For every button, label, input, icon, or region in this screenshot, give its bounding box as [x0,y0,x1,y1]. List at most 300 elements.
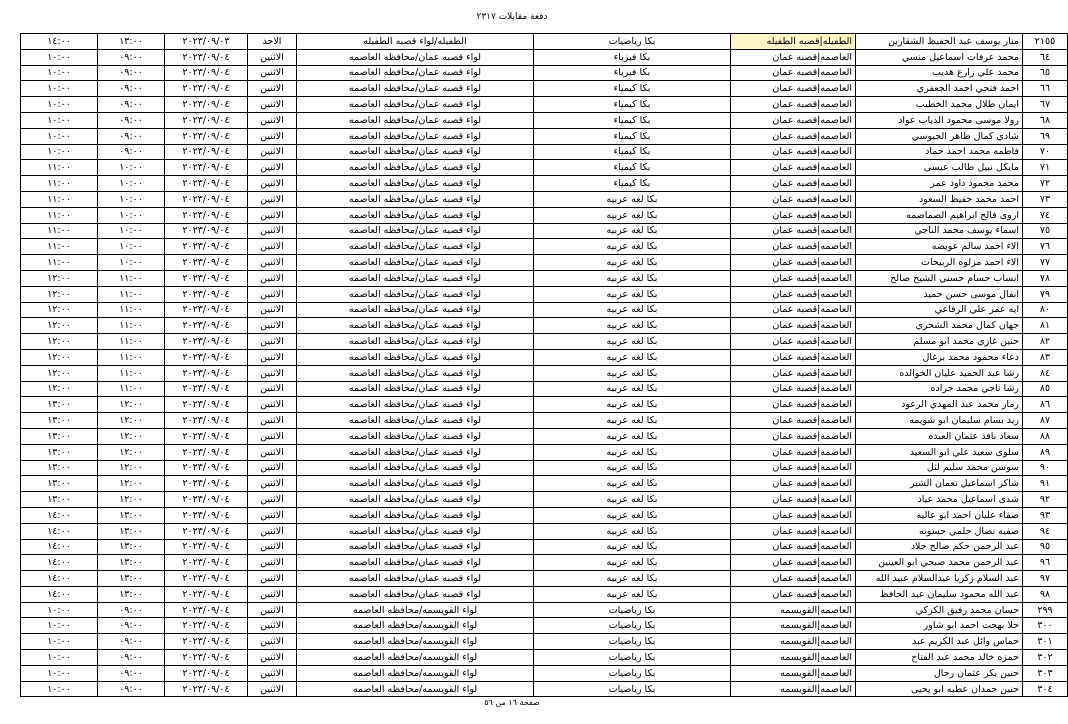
end-time: ١٤:٠٠ [21,539,98,555]
interview-location: لواء قصبه عمان/محافظه العاصمه [297,286,534,302]
interview-date: ٢٠٢٣/٠٩/٠٤ [165,365,248,381]
specialization: بكا رياضيات [534,602,731,618]
start-time: ٠٩:٠٠ [98,81,165,97]
interview-date: ٢٠٢٣/٠٩/٠٤ [165,286,248,302]
specialization: بكا كيمياء [534,81,731,97]
end-time: ١١:٠٠ [21,239,98,255]
specialization: بكا لغه عربيه [534,413,731,429]
start-time: ٠٩:٠٠ [98,665,165,681]
start-time: ١١:٠٠ [98,365,165,381]
specialization: بكا لغه عربيه [534,444,731,460]
start-time: ١١:٠٠ [98,334,165,350]
interview-location: لواء قصبه عمان/محافظه العاصمه [297,492,534,508]
end-time: ١١:٠٠ [21,191,98,207]
start-time: ٠٩:٠٠ [98,112,165,128]
interview-location: لواء قصبه عمان/محافظه العاصمه [297,428,534,444]
interview-day: الاثنين [248,191,297,207]
table-row [21,618,1068,634]
interview-location: لواء قصبه عمان/محافظه العاصمه [297,476,534,492]
table-row [21,523,1068,539]
start-time: ١١:٠٠ [98,286,165,302]
interview-day: الاثنين [248,207,297,223]
row-number: ٧٠ [1023,144,1068,160]
interview-location: لواء قصبه عمان/محافظه العاصمه [297,97,534,113]
table-row [21,586,1068,602]
candidate-name: شذى اسماعيل محمد عياد [856,492,1023,508]
specialization: بكا لغه عربيه [534,586,731,602]
interview-day: الاثنين [248,97,297,113]
row-number: ٧٦ [1023,239,1068,255]
end-time: ١٠:٠٠ [21,650,98,666]
end-time: ١٣:٠٠ [21,413,98,429]
candidate-name: انساب حسام حسني الشيخ صالح [856,270,1023,286]
candidate-name: الاء احمد سالم عويضه [856,239,1023,255]
end-time: ١٢:٠٠ [21,318,98,334]
table-row [21,160,1068,176]
specialization: بكا رياضيات [534,681,731,697]
table-row [21,255,1068,271]
candidate-name: احمد فتحي احمد الجعفري [856,81,1023,97]
interview-location: لواء قصبه عمان/محافظه العاصمه [297,65,534,81]
candidate-name: حمزه خالد محمد عبد الفتاح [856,650,1023,666]
interview-day: الاثنين [248,270,297,286]
specialization: بكا رياضيات [534,650,731,666]
row-number: ٩٢ [1023,492,1068,508]
start-time: ١٠:٠٠ [98,176,165,192]
specialization: بكا لغه عربيه [534,302,731,318]
specialization: بكا لغه عربيه [534,270,731,286]
row-number: ٧٣ [1023,191,1068,207]
row-number: ٣٠١ [1023,634,1068,650]
table-row [21,112,1068,128]
directorate: العاصمه|قصبه عمان [731,286,856,302]
interview-date: ٢٠٢٣/٠٩/٠٤ [165,239,248,255]
candidate-name: عبد السلام زكريا عبدالسلام عبيد الله [856,571,1023,587]
directorate: العاصمه|قصبه عمان [731,397,856,413]
interview-date: ٢٠٢٣/٠٩/٠٤ [165,476,248,492]
directorate: العاصمه|قصبه عمان [731,555,856,571]
interview-location: لواء القويسمه/محافظه العاصمه [297,634,534,650]
interview-day: الاثنين [248,65,297,81]
candidate-name: محمد عرفات اسماعيل منسي [856,49,1023,65]
interview-day: الاثنين [248,176,297,192]
end-time: ١٣:٠٠ [21,397,98,413]
candidate-name: عبد الله محمود سليمان عبد الحافظ [856,586,1023,602]
row-number: ٦٦ [1023,81,1068,97]
directorate: العاصمه|قصبه عمان [731,349,856,365]
candidate-name: اروى فالح ابراهيم الصماصمه [856,207,1023,223]
interview-date: ٢٠٢٣/٠٩/٠٤ [165,160,248,176]
candidate-name: منار يوسف عبد الحفيظ الشقارين [856,34,1023,50]
start-time: ٠٩:٠٠ [98,634,165,650]
row-number: ٨٧ [1023,413,1068,429]
specialization: بكا لغه عربيه [534,318,731,334]
table-row [21,634,1068,650]
row-number: ٧٢ [1023,176,1068,192]
directorate: العاصمه|قصبه عمان [731,523,856,539]
interview-location: لواء القويسمه/محافظه العاصمه [297,665,534,681]
table-row [21,492,1068,508]
interview-location: لواء قصبه عمان/محافظه العاصمه [297,444,534,460]
directorate: العاصمه|قصبه عمان [731,413,856,429]
row-number: ٩٥ [1023,539,1068,555]
end-time: ١٢:٠٠ [21,381,98,397]
table-row [21,191,1068,207]
candidate-name: رماز محمد عبد المهدي الرعود [856,397,1023,413]
interview-day: الاثنين [248,444,297,460]
interview-date: ٢٠٢٣/٠٩/٠٤ [165,191,248,207]
interview-day: الاثنين [248,650,297,666]
directorate: العاصمه|قصبه عمان [731,207,856,223]
candidate-name: سوسن محمد سليم لثل [856,460,1023,476]
directorate: العاصمه|قصبه عمان [731,97,856,113]
interview-date: ٢٠٢٣/٠٩/٠٤ [165,618,248,634]
row-number: ٨٥ [1023,381,1068,397]
start-time: ١٢:٠٠ [98,444,165,460]
interview-day: الاثنين [248,255,297,271]
candidate-name: حنين بكر عثمان رحال [856,665,1023,681]
interview-date: ٢٠٢٣/٠٩/٠٤ [165,681,248,697]
interview-day: الاثنين [248,349,297,365]
start-time: ١٠:٠٠ [98,255,165,271]
directorate: العاصمه|قصبه عمان [731,160,856,176]
interview-date: ٢٠٢٣/٠٩/٠٤ [165,539,248,555]
directorate: العاصمه|قصبه عمان [731,571,856,587]
candidate-name: جهان كمال محمد الشحري [856,318,1023,334]
interview-location: لواء قصبه عمان/محافظه العاصمه [297,523,534,539]
start-time: ١٠:٠٠ [98,191,165,207]
directorate: العاصمه|قصبه عمان [731,255,856,271]
end-time: ١٠:٠٠ [21,81,98,97]
end-time: ١٣:٠٠ [21,444,98,460]
table-row [21,444,1068,460]
end-time: ١٣:٠٠ [21,460,98,476]
interview-day: الاثنين [248,286,297,302]
interview-date: ٢٠٢٣/٠٩/٠٤ [165,334,248,350]
candidate-name: حلا بهجت احمد ابو شاور [856,618,1023,634]
specialization: بكا لغه عربيه [534,365,731,381]
table-row [21,207,1068,223]
candidate-name: فاطمه محمد احمد حماد [856,144,1023,160]
directorate: العاصمه|قصبه عمان [731,365,856,381]
candidate-name: حماس وائل عبد الكريم عبد [856,634,1023,650]
specialization: بكا لغه عربيه [534,191,731,207]
row-number: ٩٠ [1023,460,1068,476]
interview-date: ٢٠٢٣/٠٩/٠٣ [165,34,248,50]
candidate-name: دعاء محمود محمد برغال [856,349,1023,365]
directorate: العاصمه|قصبه عمان [731,460,856,476]
table-row [21,397,1068,413]
directorate: العاصمه|القويسمه [731,650,856,666]
interview-day: الاثنين [248,539,297,555]
directorate: العاصمه|قصبه عمان [731,586,856,602]
candidate-name: اسماء يوسف محمد الناجي [856,223,1023,239]
specialization: بكا فيزياء [534,65,731,81]
row-number: ٧٩ [1023,286,1068,302]
interview-date: ٢٠٢٣/٠٩/٠٤ [165,413,248,429]
start-time: ٠٩:٠٠ [98,49,165,65]
interview-day: الاثنين [248,128,297,144]
end-time: ١٢:٠٠ [21,270,98,286]
directorate: العاصمه|قصبه عمان [731,492,856,508]
interview-date: ٢٠٢٣/٠٩/٠٤ [165,397,248,413]
row-number: ٩٤ [1023,523,1068,539]
interview-day: الاثنين [248,223,297,239]
interview-location: لواء قصبه عمان/محافظه العاصمه [297,176,534,192]
start-time: ١٢:٠٠ [98,476,165,492]
interview-date: ٢٠٢٣/٠٩/٠٤ [165,112,248,128]
end-time: ١٠:٠٠ [21,634,98,650]
candidate-name: احمد محمد حفيظ السعود [856,191,1023,207]
interview-day: الاثنين [248,49,297,65]
table-row [21,302,1068,318]
candidate-name: رشا عبد الحميد عليان الخوالده [856,365,1023,381]
directorate: العاصمه|القويسمه [731,618,856,634]
interview-day: الاثنين [248,507,297,523]
interview-date: ٢٠٢٣/٠٩/٠٤ [165,81,248,97]
end-time: ١٢:٠٠ [21,349,98,365]
directorate: العاصمه|قصبه عمان [731,191,856,207]
candidate-name: صفاء عليان احمد ابو عاليه [856,507,1023,523]
row-number: ٨٨ [1023,428,1068,444]
interview-location: لواء قصبه عمان/محافظه العاصمه [297,223,534,239]
start-time: ١٠:٠٠ [98,223,165,239]
end-time: ١٤:٠٠ [21,586,98,602]
interview-date: ٢٠٢٣/٠٩/٠٤ [165,49,248,65]
directorate: العاصمه|قصبه عمان [731,128,856,144]
start-time: ١٣:٠٠ [98,523,165,539]
interview-day: الاثنين [248,634,297,650]
table-row [21,349,1068,365]
specialization: بكا رياضيات [534,618,731,634]
table-row [21,507,1068,523]
directorate: العاصمه|قصبه عمان [731,144,856,160]
interview-day: الاثنين [248,334,297,350]
interview-day: الاثنين [248,81,297,97]
specialization: بكا كيمياء [534,160,731,176]
row-number: ٩٧ [1023,571,1068,587]
interview-day: الاثنين [248,492,297,508]
specialization: بكا لغه عربيه [534,286,731,302]
interview-schedule-table [20,33,1068,697]
interview-location: لواء القويسمه/محافظه العاصمه [297,650,534,666]
specialization: بكا لغه عربيه [534,334,731,350]
interview-date: ٢٠٢٣/٠٩/٠٤ [165,318,248,334]
start-time: ١٢:٠٠ [98,397,165,413]
interview-date: ٢٠٢٣/٠٩/٠٤ [165,665,248,681]
row-number: ٧١ [1023,160,1068,176]
table-row [21,555,1068,571]
table-row [21,81,1068,97]
start-time: ٠٩:٠٠ [98,97,165,113]
directorate: العاصمه|قصبه عمان [731,444,856,460]
candidate-name: سلوى سعيد علي ابو السعيد [856,444,1023,460]
row-number: ٦٨ [1023,112,1068,128]
table-row [21,365,1068,381]
directorate: العاصمه|قصبه عمان [731,428,856,444]
candidate-name: زيد بسام سليمان ابو شويمه [856,413,1023,429]
interview-day: الاثنين [248,476,297,492]
row-number: ٣٠٠ [1023,618,1068,634]
candidate-name: عبد الرحمن حكم صالح جلاد [856,539,1023,555]
candidate-name: حسان محمد رفيق الكركي [856,602,1023,618]
start-time: ١٣:٠٠ [98,571,165,587]
table-row [21,334,1068,350]
end-time: ١٠:٠٠ [21,144,98,160]
specialization: بكا كيمياء [534,112,731,128]
interview-day: الاثنين [248,460,297,476]
table-row [21,681,1068,697]
specialization: بكا كيمياء [534,176,731,192]
row-number: ٧٤ [1023,207,1068,223]
specialization: بكا لغه عربيه [534,523,731,539]
row-number: ٣٠٢ [1023,650,1068,666]
directorate: العاصمه|قصبه عمان [731,302,856,318]
interview-location: لواء قصبه عمان/محافظه العاصمه [297,49,534,65]
start-time: ٠٩:٠٠ [98,65,165,81]
schedule-rows [21,34,1068,697]
start-time: ٠٩:٠٠ [98,650,165,666]
table-row [21,650,1068,666]
specialization: بكا لغه عربيه [534,507,731,523]
table-row [21,128,1068,144]
row-number: ٨٤ [1023,365,1068,381]
interview-date: ٢٠٢٣/٠٩/٠٤ [165,571,248,587]
interview-date: ٢٠٢٣/٠٩/٠٤ [165,270,248,286]
candidate-name: مايكل نبيل طالب عيسى [856,160,1023,176]
interview-date: ٢٠٢٣/٠٩/٠٤ [165,381,248,397]
interview-date: ٢٠٢٣/٠٩/٠٤ [165,634,248,650]
directorate: العاصمه|قصبه عمان [731,381,856,397]
directorate: العاصمه|القويسمه [731,602,856,618]
candidate-name: شاكر اسماعيل نعمان الشبر [856,476,1023,492]
row-number: ٩٨ [1023,586,1068,602]
start-time: ٠٩:٠٠ [98,618,165,634]
interview-location: لواء قصبه عمان/محافظه العاصمه [297,128,534,144]
table-row [21,176,1068,192]
directorate: العاصمه|قصبه عمان [731,49,856,65]
start-time: ١٣:٠٠ [98,34,165,50]
end-time: ١٠:٠٠ [21,681,98,697]
end-time: ١٠:٠٠ [21,112,98,128]
specialization: بكا كيمياء [534,97,731,113]
specialization: بكا لغه عربيه [534,476,731,492]
table-row [21,270,1068,286]
interview-date: ٢٠٢٣/٠٩/٠٤ [165,65,248,81]
interview-day: الاثنين [248,381,297,397]
row-number: ٨٠ [1023,302,1068,318]
specialization: بكا فيزياء [534,49,731,65]
end-time: ١٠:٠٠ [21,602,98,618]
end-time: ١٤:٠٠ [21,507,98,523]
interview-location: لواء قصبه عمان/محافظه العاصمه [297,539,534,555]
end-time: ١١:٠٠ [21,207,98,223]
interview-day: الاثنين [248,239,297,255]
start-time: ١٠:٠٠ [98,160,165,176]
row-number: ٨٣ [1023,349,1068,365]
table-row [21,318,1068,334]
start-time: ١٢:٠٠ [98,428,165,444]
specialization: بكا لغه عربيه [534,207,731,223]
interview-location: لواء قصبه عمان/محافظه العاصمه [297,207,534,223]
interview-location: لواء قصبه عمان/محافظه العاصمه [297,349,534,365]
end-time: ١٠:٠٠ [21,618,98,634]
row-number: ٨٦ [1023,397,1068,413]
candidate-name: رولا موسى محمود الذياب عواد [856,112,1023,128]
interview-date: ٢٠٢٣/٠٩/٠٤ [165,349,248,365]
end-time: ١٤:٠٠ [21,555,98,571]
interview-location: لواء قصبه عمان/محافظه العاصمه [297,555,534,571]
end-time: ١٠:٠٠ [21,49,98,65]
interview-day: الاثنين [248,523,297,539]
table-row [21,539,1068,555]
interview-location: لواء قصبه عمان/محافظه العاصمه [297,460,534,476]
interview-day: الاثنين [248,618,297,634]
interview-date: ٢٠٢٣/٠٩/٠٤ [165,507,248,523]
interview-day: الاثنين [248,112,297,128]
candidate-name: سعاد نافذ عثمان العبده [856,428,1023,444]
table-row [21,144,1068,160]
interview-date: ٢٠٢٣/٠٩/٠٤ [165,650,248,666]
specialization: بكا رياضيات [534,665,731,681]
row-number: ٦٩ [1023,128,1068,144]
end-time: ١٠:٠٠ [21,65,98,81]
end-time: ١١:٠٠ [21,176,98,192]
interview-location: لواء القويسمه/محافظه العاصمه [297,681,534,697]
candidate-name: حنين غازي محمد ابو مسلم [856,334,1023,350]
interview-location: لواء قصبه عمان/محافظه العاصمه [297,144,534,160]
interview-location: لواء قصبه عمان/محافظه العاصمه [297,270,534,286]
interview-location: لواء قصبه عمان/محافظه العاصمه [297,397,534,413]
candidate-name: محمد محمود داود عمر [856,176,1023,192]
row-number: ٨١ [1023,318,1068,334]
specialization: بكا لغه عربيه [534,539,731,555]
table-row [21,34,1068,50]
start-time: ١١:٠٠ [98,381,165,397]
end-time: ١٣:٠٠ [21,428,98,444]
end-time: ١٢:٠٠ [21,365,98,381]
interview-date: ٢٠٢٣/٠٩/٠٤ [165,460,248,476]
interview-date: ٢٠٢٣/٠٩/٠٤ [165,586,248,602]
end-time: ١٣:٠٠ [21,492,98,508]
candidate-name: عبد الرحمن محمد صبحي ابو العينين [856,555,1023,571]
start-time: ٠٩:٠٠ [98,144,165,160]
interview-day: الاثنين [248,555,297,571]
end-time: ١٣:٠٠ [21,476,98,492]
directorate: العاصمه|قصبه عمان [731,112,856,128]
interview-date: ٢٠٢٣/٠٩/٠٤ [165,176,248,192]
end-time: ١٢:٠٠ [21,302,98,318]
interview-day: الاثنين [248,571,297,587]
specialization: بكا رياضيات [534,34,731,50]
candidate-name: ايه عمر علي الرفاعي [856,302,1023,318]
start-time: ٠٩:٠٠ [98,602,165,618]
start-time: ١٠:٠٠ [98,207,165,223]
specialization: بكا لغه عربيه [534,397,731,413]
specialization: بكا لغه عربيه [534,428,731,444]
interview-location: لواء قصبه عمان/محافظه العاصمه [297,507,534,523]
row-number: ٧٧ [1023,255,1068,271]
interview-day: الاثنين [248,665,297,681]
candidate-name: انفال موسى حسن حميد [856,286,1023,302]
interview-date: ٢٠٢٣/٠٩/٠٤ [165,428,248,444]
row-number: ٨٢ [1023,334,1068,350]
specialization: بكا رياضيات [534,634,731,650]
specialization: بكا لغه عربيه [534,460,731,476]
end-time: ١٤:٠٠ [21,571,98,587]
start-time: ١٣:٠٠ [98,555,165,571]
row-number: ٧٨ [1023,270,1068,286]
